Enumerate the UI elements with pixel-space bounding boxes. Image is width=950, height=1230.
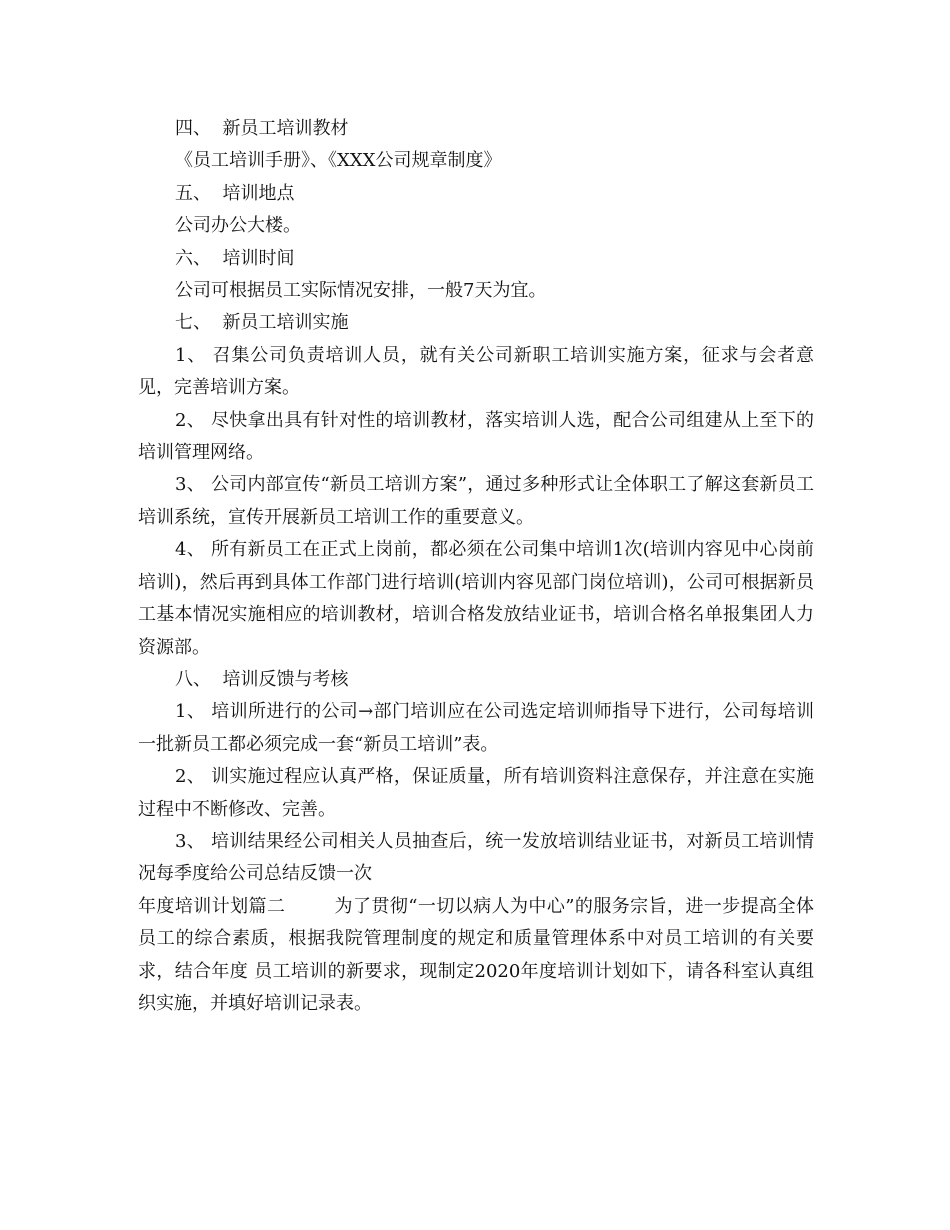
feedback-item-1: 1、 培训所进行的公司→部门培训应在公司选定培训师指导下进行，公司每培训一批新员工都必须完成一套“新员工培训”表。 xyxy=(138,701,814,755)
section-heading-feedback: 八、 培训反馈与考核 xyxy=(175,668,349,690)
location-text: 公司办公大楼。 xyxy=(175,215,301,237)
section-heading-materials: 四、 新员工培训教材 xyxy=(175,118,349,139)
implementation-item-3: 3、 公司内部宣传“新员工培训方案”，通过多种形式让全体职工了解这套新员工培训系统，宣传开展新员工培训工作的重要意义。 xyxy=(138,474,814,528)
section-heading-location: 五、 培训地点 xyxy=(175,182,295,204)
implementation-item-1: 1、 召集公司负责培训人员，就有关公司新职工培训实施方案，征求与会者意见，完善培训方案。 xyxy=(138,344,814,399)
implementation-item-2: 2、 尽快拿出具有针对性的培训教材，落实培训人选，配合公司组建从上至下的培训管理网络。 xyxy=(138,409,814,464)
document-body xyxy=(138,113,814,1020)
feedback-item-2: 2、 训实施过程应认真严格，保证质量，所有培训资料注意保存，并注意在实施过程中不断修改、完善。 xyxy=(138,766,814,820)
implementation-item-4: 4、 所有新员工在正式上岗前，都必须在公司集中培训1次(培训内容见中心岗前培训)，然后再到具体工作部门进行培训(培训内容见部门岗位培训)，公司可根据新员工基本情况实施相应的培训教材，培训合格发放结业证书，培训合格名单报集团人力资源部。 xyxy=(138,539,814,658)
section-heading-implementation: 七、 新员工培训实施 xyxy=(175,312,349,334)
time-text: 公司可根据员工实际情况安排，一般7天为宜。 xyxy=(175,280,547,302)
feedback-item-3: 3、 培训结果经公司相关人员抽查后，统一发放培训结业证书，对新员工培训情况每季度给公司总结反馈一次 xyxy=(138,830,814,885)
closing-paragraph: 年度培训计划篇二 为了贯彻“一切以病人为中心”的服务宗旨，进一步提高全体员工的综合素质，根据我院管理制度的规定和质量管理体系中对员工培训的有关要求，结合年度 员工培训的新要求，现制定2020年度培训计划如下，请各科室认真组织实施，并填好培训记录表。 xyxy=(138,895,814,1014)
materials-text: 《员工培训手册》、《XXX公司规章制度》 xyxy=(175,150,502,172)
section-heading-time: 六、 培训时间 xyxy=(175,247,295,269)
